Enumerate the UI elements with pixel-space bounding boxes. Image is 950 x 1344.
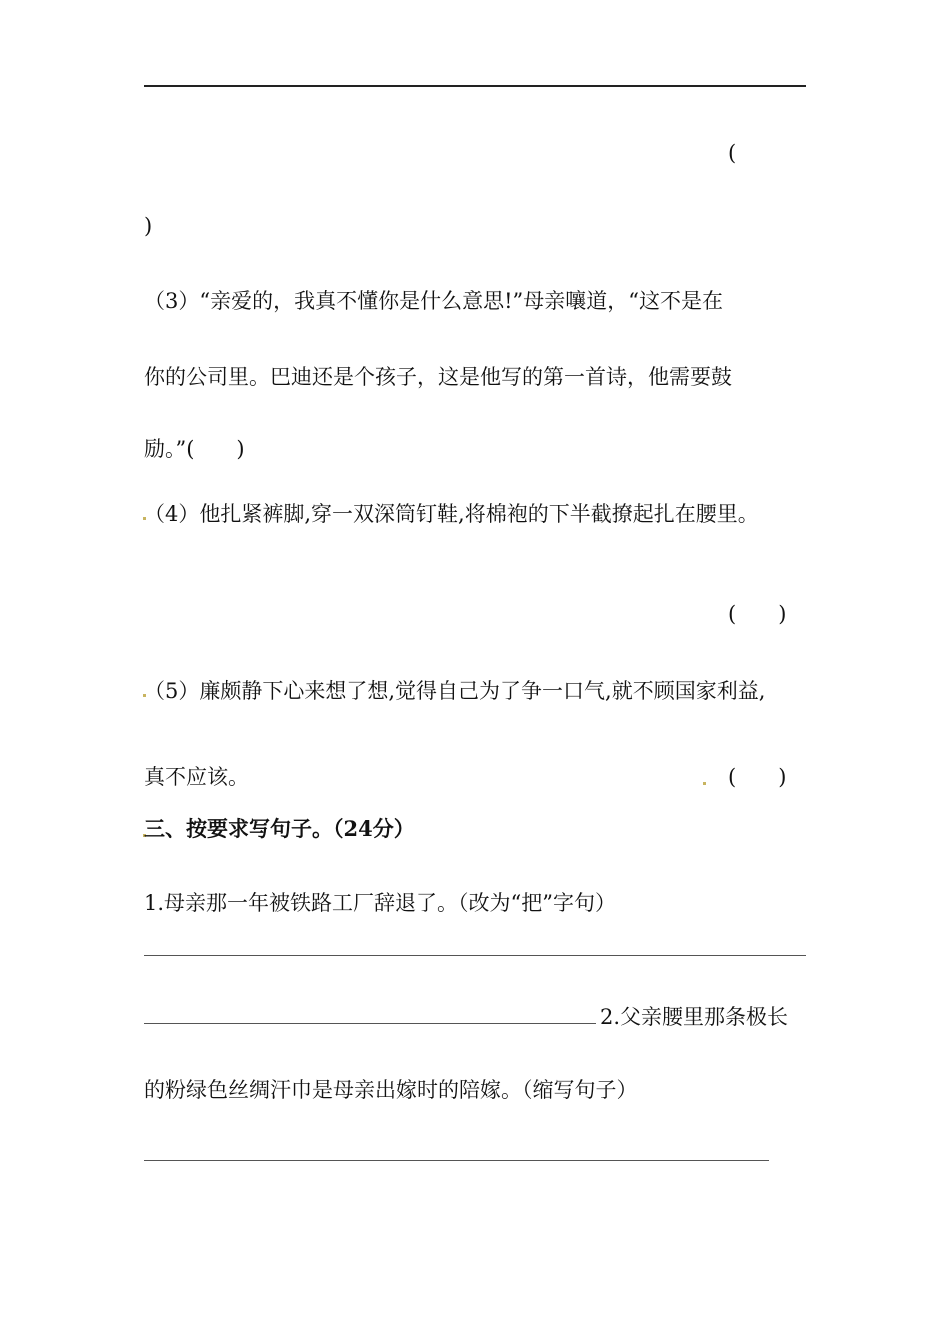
answer-paren-open: ( [728,141,737,165]
item-1-answer-line-2[interactable] [144,1023,596,1024]
item-2-answer-line[interactable] [144,1160,769,1161]
item-1-answer-line[interactable] [144,955,806,956]
question-4-answer-paren: ( ) [728,602,787,626]
question-5-line-2: 真不应该。 [144,765,249,789]
item-2-prompt-line-2: 的粉绿色丝绸汗巾是母亲出嫁时的陪嫁。（缩写句子） [144,1078,638,1102]
top-rule [144,85,806,87]
question-3-line-1: （3）“亲爱的，我真不懂你是什么意思!”母亲嚷道，“这不是在 [144,289,724,313]
item-2-prompt-line-1: 2.父亲腰里那条极长 [600,1005,789,1029]
question-3-line-2: 你的公司里。巴迪还是个孩子，这是他写的第一首诗，他需要鼓 [144,365,732,389]
question-5-line-1: （5）廉颇静下心来想了想,觉得自己为了争一口气,就不顾国家利益, [144,679,766,703]
marker-dot [703,782,706,785]
question-4-line-1: （4）他扎紧裤脚,穿一双深筒钉鞋,将棉袍的下半截撩起扎在腰里。 [144,502,759,526]
section-3-heading: 三、按要求写句子。（24分） [144,816,415,841]
answer-paren-close: ) [144,214,153,238]
item-1-prompt: 1.母亲那一年被铁路工厂辞退了。（改为“把”字句） [144,891,617,915]
question-3-line-3: 励。”( ) [144,437,245,461]
question-5-answer-paren: ( ) [728,765,787,789]
